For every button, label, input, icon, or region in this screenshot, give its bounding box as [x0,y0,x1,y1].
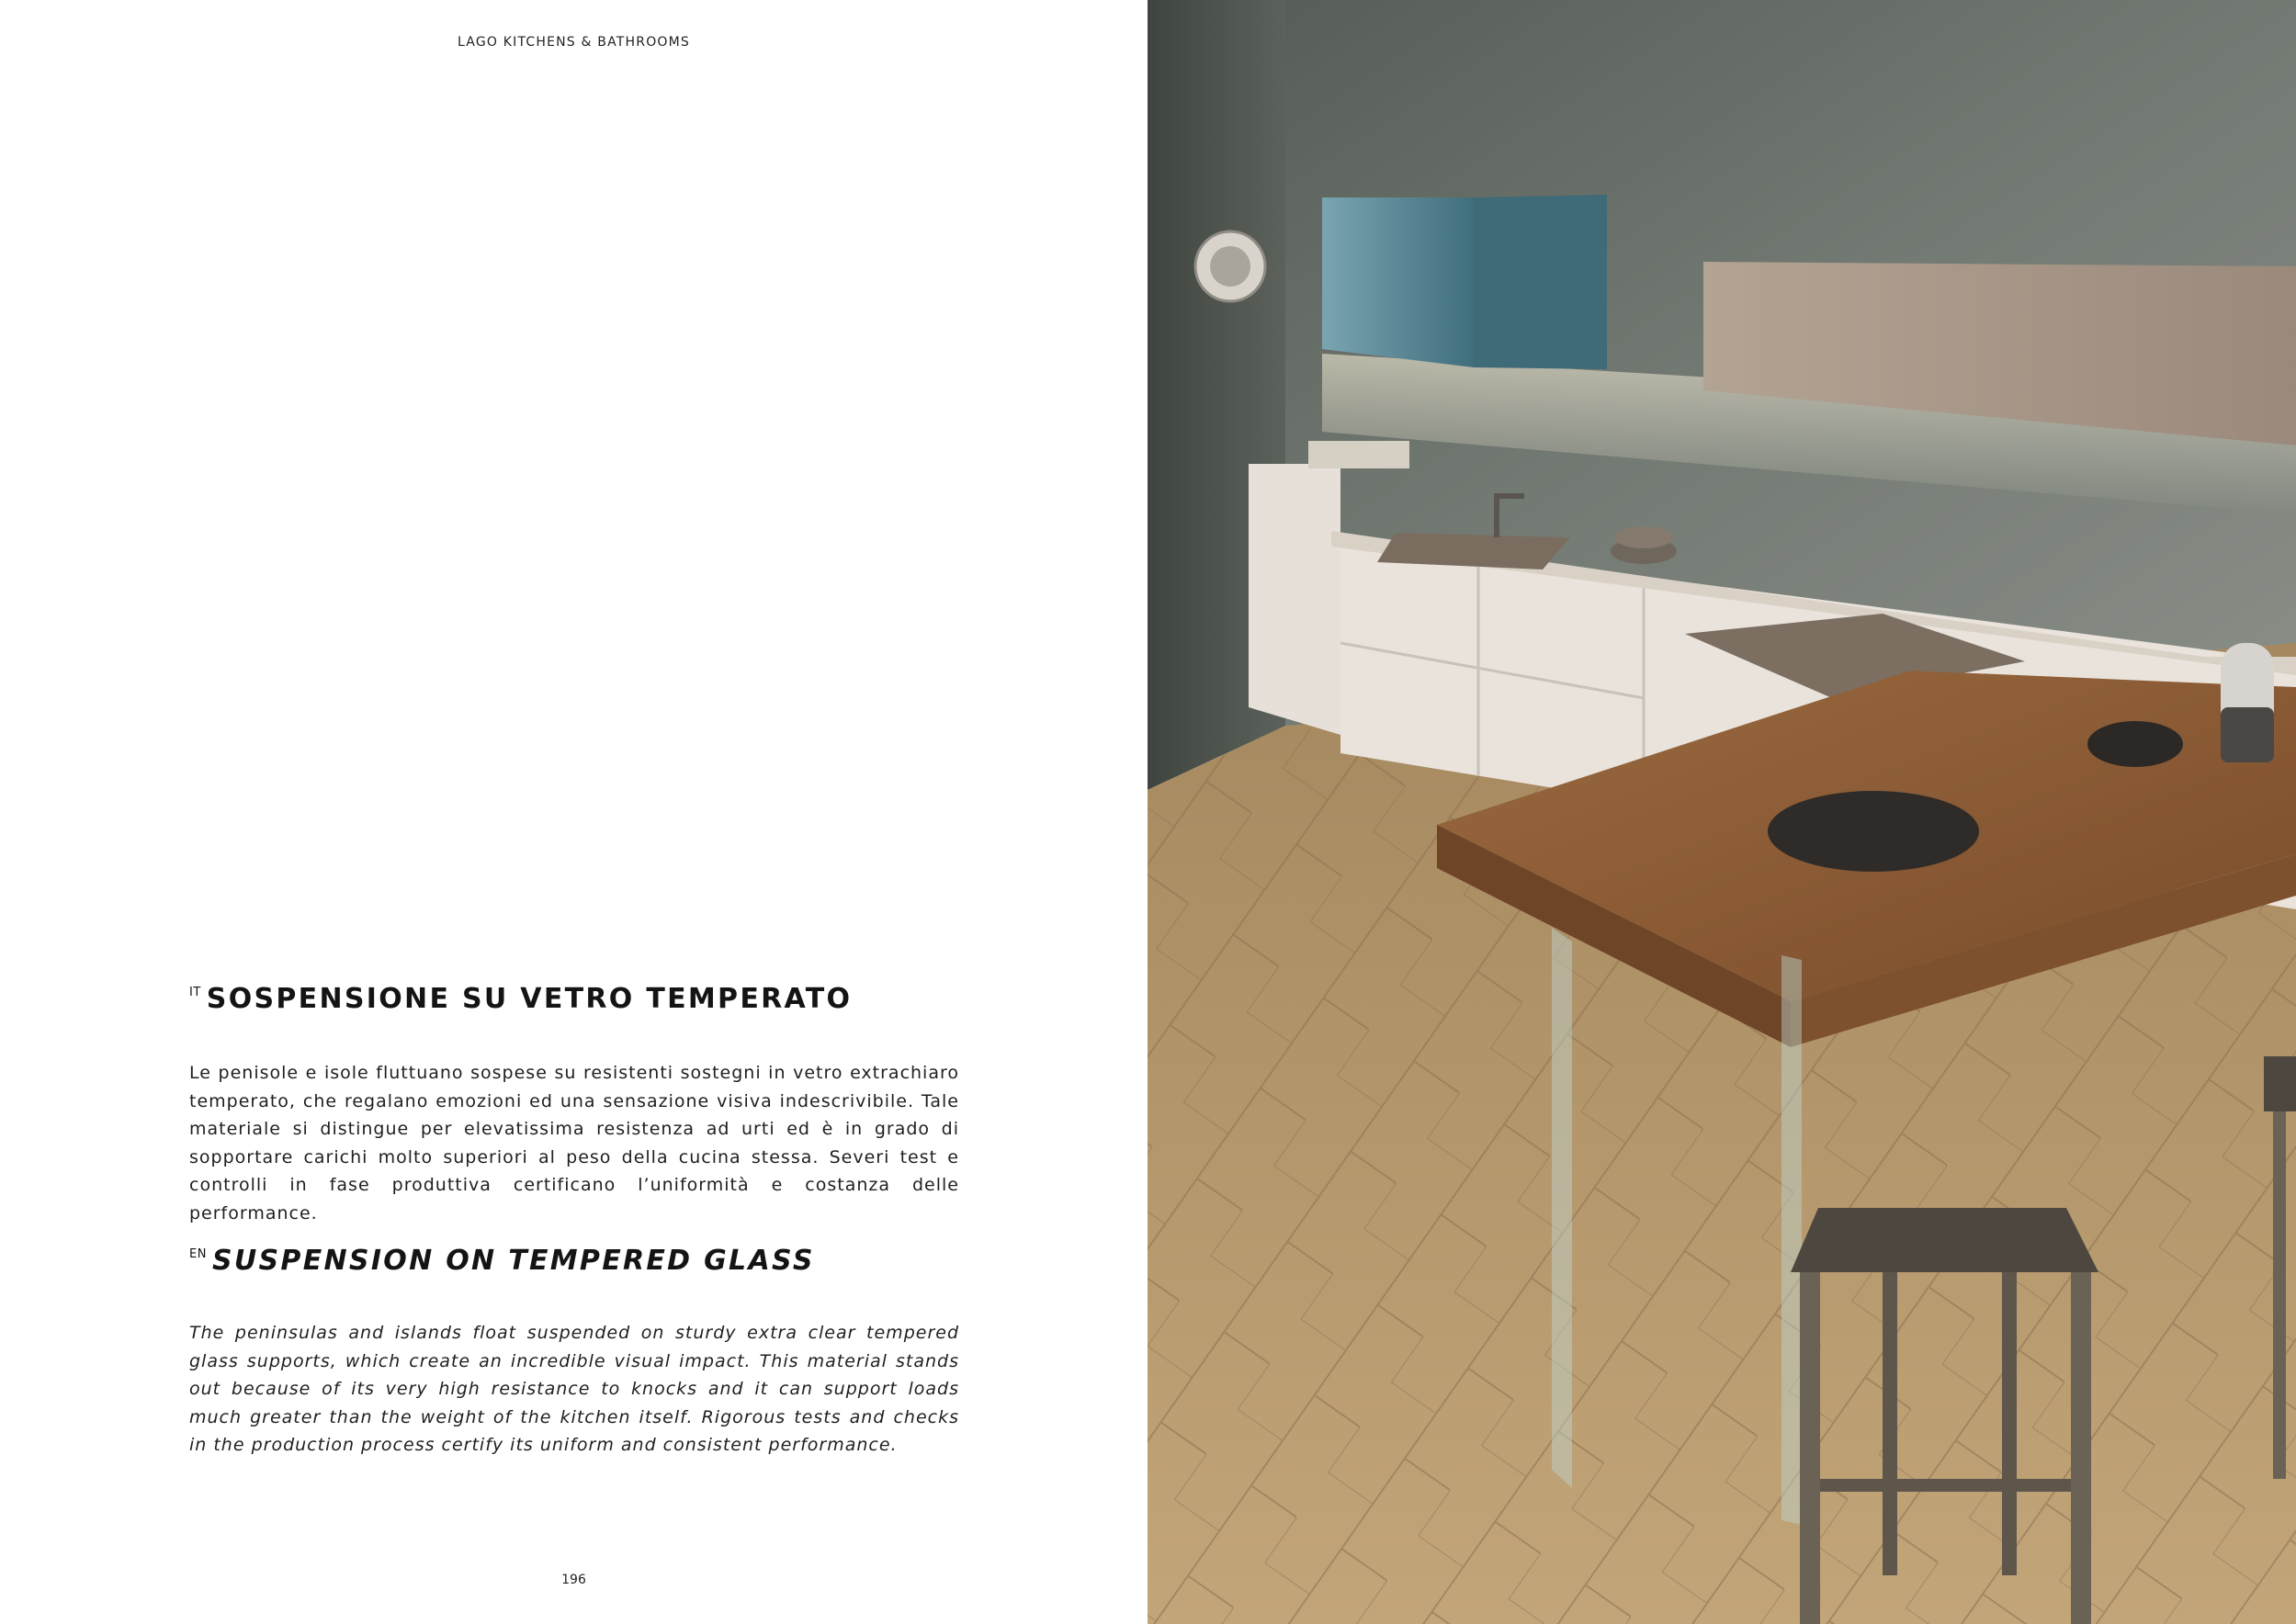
glass-leg-left [1552,928,1572,1488]
black-bowl [2087,721,2183,767]
kitchen-illustration [1148,0,2296,1624]
body-text-italian: Le penisole e isole fluttuano sospese su resistenti sostegni in vetro extrachiaro temperato, che regalano emozioni ed una sensazione visiva indescrivibile. Tale materiale si distingue per elevatissima resistenza ad urti ed è in grado di sopportare carichi molto superiori al peso della cucina stessa. Severi test e controlli in fase produttiva certificano l’uniformità e costanza delle performance. [189,1063,959,1224]
kitchen-photo [1148,0,2296,1624]
blue-cabinet-side [1474,195,1607,369]
section-italian [189,976,959,1227]
black-tray [1768,791,1979,872]
language-tag-it: IT [189,986,201,999]
section-english [189,1237,959,1460]
heading-text-it: SOSPENSIONE SU VETRO TEMPERATO [206,983,853,1015]
stool-seat [1791,1208,2098,1272]
stool-leg [1800,1272,1820,1624]
blue-wall-cabinet [1322,197,1474,367]
running-header: LAGO KITCHENS & BATHROOMS [457,35,691,50]
tall-base-unit [1249,464,1340,735]
section-heading-italian [189,976,959,1017]
plate-face [1210,246,1250,287]
section-heading-english [189,1237,959,1279]
second-stool [2264,1056,2296,1111]
body-text-english: The peninsulas and islands float suspended on sturdy extra clear tempered glass supports, which create an incredible visual impact. This material stands out because of its very high resistance to knocks and it can support loads much greater than the weight of the kitchen itself. Rigorous tests and checks in the production process certify its uniform and consistent performance. [189,1323,959,1455]
heading-text-en: SUSPENSION ON TEMPERED GLASS [211,1245,815,1277]
page-number: 196 [561,1573,586,1587]
glass-leg-front [1781,955,1802,1525]
language-tag-en: EN [189,1247,207,1261]
books [1308,441,1409,468]
